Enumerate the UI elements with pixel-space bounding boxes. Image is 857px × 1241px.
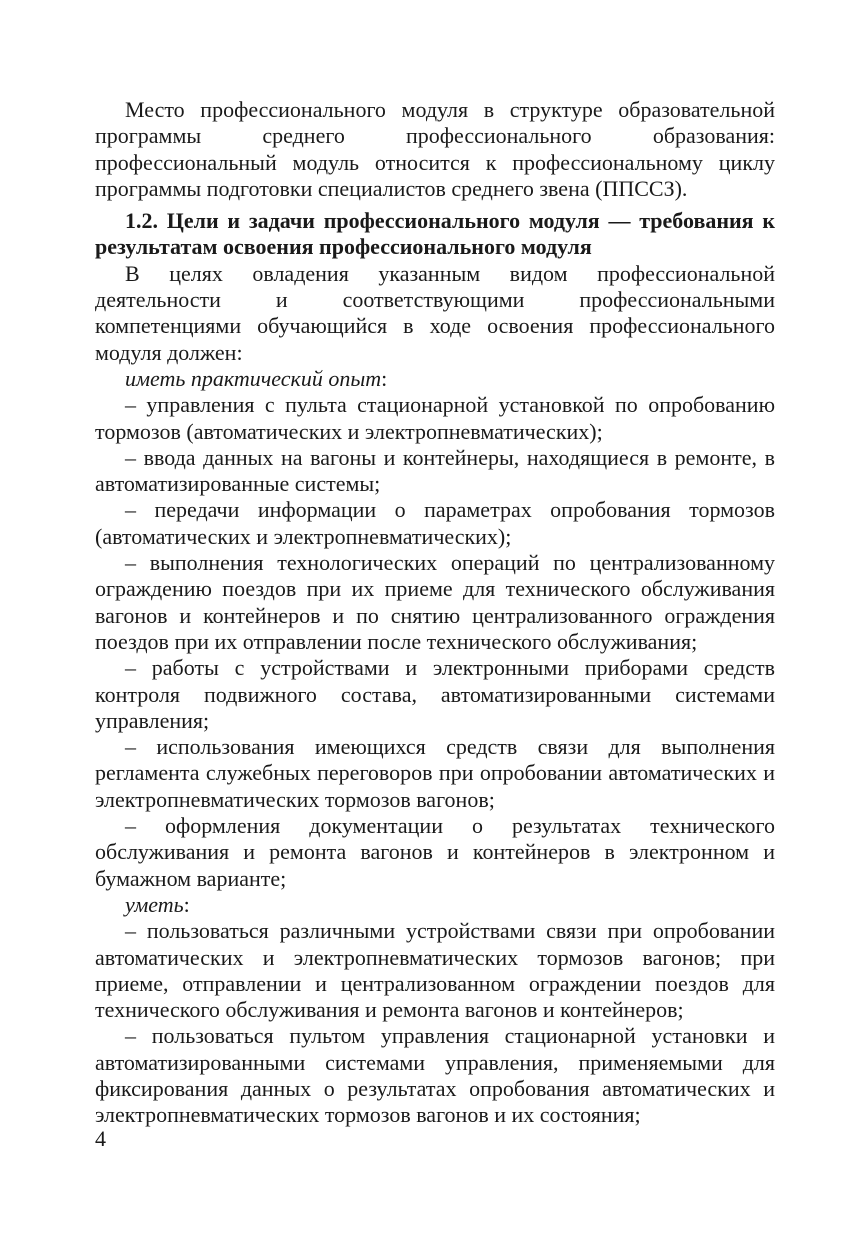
skills-label: уметь: (125, 891, 190, 917)
skills-label-text: уметь (125, 891, 184, 917)
experience-item: – оформления документации о результатах технического обслуживания и ремонта вагонов и контейнеров в электронном и бумажном варианте; (95, 813, 775, 891)
intro-paragraph: Место профессионального модуля в структуре образовательной программы среднего профессионального образования: профессиональный модуль относится к профессиональному циклу программы подготовки специалистов среднего звена (ППССЗ). (95, 97, 775, 201)
experience-label: иметь практический опыт: (125, 365, 388, 391)
skills-item: – пользоваться различными устройствами связи при опробовании автоматических и электропневматических тормозов вагонов; при приеме, отправлении и централизованном ограждении поездов для технического обслуживания и ремонта вагонов и контейнеров; (95, 918, 775, 1023)
skills-item: – пользоваться пультом управления стационарной установки и автоматизированными системами управления, применяемыми для фиксирования данных о результатах опробования автоматических и электропневматических тормозов вагонов и их состояния; (95, 1023, 775, 1128)
experience-item: – выполнения технологических операций по централизованному ограждению поездов при их приеме для технического обслуживания вагонов и контейнеров и по снятию централизованного ограждения поездов при их отправлении после технического обслуживания; (95, 550, 775, 654)
experience-item: – работы с устройствами и электронными приборами средств контроля подвижного состава, автоматизированными системами управления; (95, 655, 775, 733)
experience-label-text: иметь практический опыт (125, 365, 382, 391)
lead-paragraph: В целях овладения указанным видом профессиональной деятельности и соответствующими профессиональными компетенциями обучающийся в ходе освоения профессионального модуля должен: (95, 260, 775, 365)
experience-item: – использования имеющихся средств связи для выполнения регламента служебных переговоров при опробовании автоматических и электропневматических тормозов вагонов; (95, 734, 775, 812)
page-number: 4 (95, 1126, 106, 1151)
page-body (95, 97, 775, 1129)
experience-item: – управления с пульта стационарной установкой по опробованию тормозов (автоматических и электропневматических); (95, 392, 775, 444)
experience-item: – ввода данных на вагоны и контейнеры, находящиеся в ремонте, в автоматизированные системы; (95, 444, 775, 497)
experience-item: – передачи информации о параметрах опробования тормозов (автоматических и электропневматических); (95, 497, 775, 549)
section-heading: 1.2. Цели и задачи профессионального модуля — требования к результатам освоения профессионального модуля (95, 208, 775, 260)
